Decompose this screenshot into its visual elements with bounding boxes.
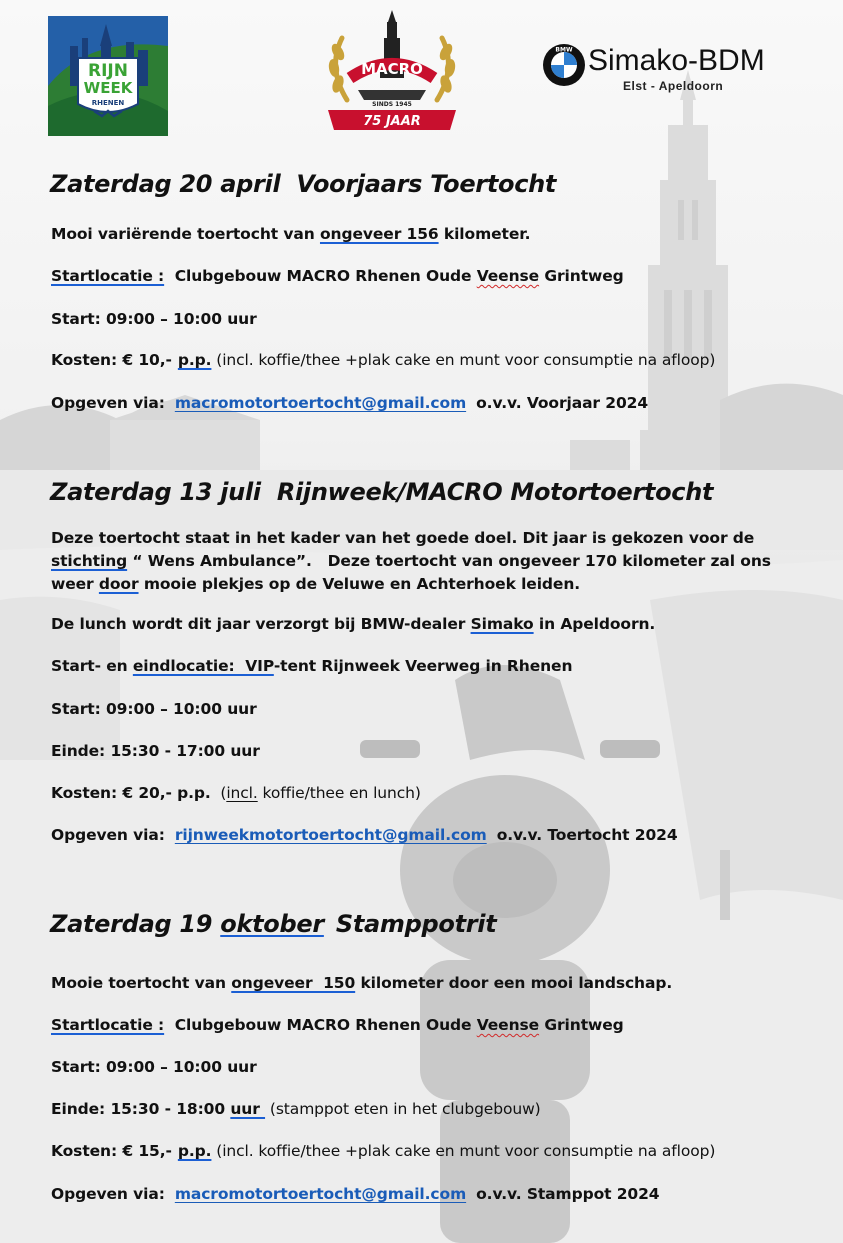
event-3-signup: Opgeven via: macromotortoertocht@gmail.com o.v.v. Stamppot 2024 bbox=[51, 1185, 660, 1203]
event-2-email-link[interactable]: rijnweekmotortoertocht@gmail.com bbox=[174, 826, 487, 844]
event-2-lunch: De lunch wordt dit jaar verzorgt bij BMW-dealer Simako in Apeldoorn. bbox=[51, 615, 656, 633]
event-2-title bbox=[50, 478, 713, 506]
event-3-date-month: oktober bbox=[220, 910, 324, 938]
event-3-name: Stamppotrit bbox=[335, 910, 497, 938]
simako-logo bbox=[540, 40, 765, 96]
event-3-end-time: Einde: 15:30 - 18:00 uur (stamppot eten in het clubgebouw) bbox=[51, 1100, 541, 1118]
simako-brand: Simako-BDM bbox=[588, 44, 765, 77]
event-1-title bbox=[50, 170, 556, 198]
event-2-end-time: Einde: 15:30 - 17:00 uur bbox=[51, 742, 260, 760]
simako-locations: Elst - Apeldoorn bbox=[623, 79, 724, 93]
macro-logo-since: SINDS 1945 bbox=[372, 101, 412, 108]
event-3-costs: Kosten: € 15,- p.p. (incl. koffie/thee +plak cake en munt voor consumptie na afloop) bbox=[51, 1142, 716, 1160]
event-1-start-time: Start: 09:00 – 10:00 uur bbox=[51, 310, 257, 328]
event-2-start-time: Start: 09:00 – 10:00 uur bbox=[51, 700, 257, 718]
event-2-description: Deze toertocht staat in het kader van het goede doel. Dit jaar is gekozen voor de stichting “ Wens Ambulance”. Deze toertocht van ongeveer 170 kilometer zal ons weer door mooie plekjes op de Veluwe en Achterhoek leiden. bbox=[51, 529, 777, 593]
bmw-roundel-icon bbox=[542, 43, 586, 87]
event-1-description: Mooi variërende toertocht van ongeveer 156 kilometer. bbox=[51, 225, 531, 243]
macro-logo-jubilee: 75 JAAR bbox=[363, 114, 421, 129]
event-1-date: Zaterdag 20 april bbox=[50, 170, 281, 198]
rijnweek-logo-line1: RIJN bbox=[88, 61, 128, 81]
event-1-email-link[interactable]: macromotortoertocht@gmail.com bbox=[174, 394, 467, 412]
rijnweek-logo-line3: RHENEN bbox=[91, 99, 125, 107]
event-3-email-link[interactable]: macromotortoertocht@gmail.com bbox=[174, 1185, 467, 1203]
event-3-date: Zaterdag 19 bbox=[50, 910, 221, 938]
event-2-name: Rijnweek/MACRO Motortoertocht bbox=[276, 478, 714, 506]
event-2-signup: Opgeven via: rijnweekmotortoertocht@gmail.com o.v.v. Toertocht 2024 bbox=[51, 826, 678, 844]
event-1-start-location: Startlocatie : Clubgebouw MACRO Rhenen Oude Veense Grintweg bbox=[51, 267, 624, 285]
event-2-start-end-location: Start- en eindlocatie: VIP-tent Rijnweek Veerweg in Rhenen bbox=[51, 657, 573, 675]
event-2-date: Zaterdag 13 juli bbox=[50, 478, 261, 506]
event-2-costs: Kosten: € 20,- p.p. (incl. koffie/thee en lunch) bbox=[51, 784, 421, 802]
bmw-roundel-text: BMW bbox=[555, 46, 573, 54]
event-1-signup: Opgeven via: macromotortoertocht@gmail.com o.v.v. Voorjaar 2024 bbox=[51, 394, 649, 412]
event-3-title bbox=[50, 910, 496, 938]
event-1-costs: Kosten: € 10,- p.p. (incl. koffie/thee +plak cake en munt voor consumptie na afloop) bbox=[51, 351, 716, 369]
macro-logo bbox=[322, 8, 462, 132]
event-3-start-location: Startlocatie : Clubgebouw MACRO Rhenen Oude Veense Grintweg bbox=[51, 1016, 624, 1034]
event-1-name: Voorjaars Toertocht bbox=[296, 170, 557, 198]
rijnweek-logo-line2: WEEK bbox=[83, 79, 133, 97]
event-3-start-time: Start: 09:00 – 10:00 uur bbox=[51, 1058, 257, 1076]
event-3-description: Mooie toertocht van ongeveer 150 kilometer door een mooi landschap. bbox=[51, 974, 673, 992]
rijnweek-logo bbox=[48, 16, 168, 136]
macro-logo-name: MACRO bbox=[361, 60, 423, 78]
